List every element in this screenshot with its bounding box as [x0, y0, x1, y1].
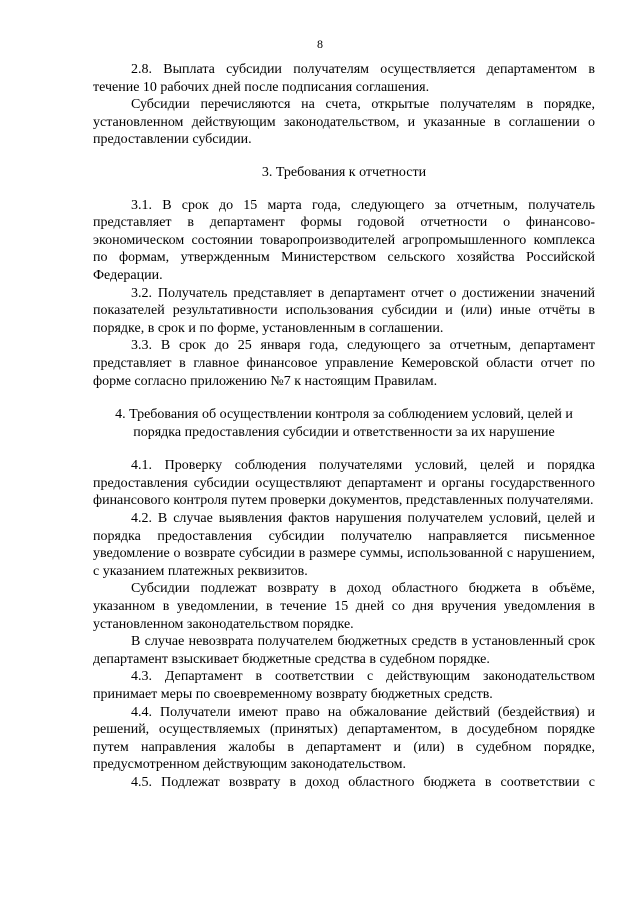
paragraph-4-4: 4.4. Получатели имеют право на обжалование действий (бездействия) и решений, осуществляемых (принятых) департаментом, в досудебном порядке путем направления жалобы в департамент и (или) в судебном порядке, предусмотренном действующим законодательством. — [93, 704, 595, 773]
paragraph-subsidy-transfer: Субсидии перечисляются на счета, открытые получателям в порядке, установленном действующим законодательством, и указанные в соглашении о предоставлении субсидии. — [93, 97, 595, 148]
section-3-heading: 3. Требования к отчетности — [261, 164, 427, 180]
paragraph-3-1: 3.1. В срок до 15 марта года, следующего за отчетным, получатель представляет в департамент формы годовой отчетности о финансово-экономическом состоянии товаропроизводителей агропромышленного комплекса по формам, утвержденным Министерством сельского хозяйства Российской Федерации. — [93, 197, 595, 283]
paragraph-3-2: 3.2. Получатель представляет в департамент отчет о достижении значений показателей результативности использования субсидии и (или) иные отчёты в порядке, в срок и по форме, установленным в соглашении. — [93, 285, 595, 336]
paragraph-2-8: 2.8. Выплата субсидии получателям осуществляется департаментом в течение 10 рабочих дней после подписания соглашения. — [93, 62, 595, 95]
paragraph-4-2: 4.2. В случае выявления фактов нарушения получателем условий, целей и порядка предоставления субсидии получателю направляется письменное уведомление о возврате субсидии в размере суммы, использованной с нарушением, с указанием платежных реквизитов. — [93, 511, 595, 579]
paragraph-subsidy-return: Субсидии подлежат возврату в доход областного бюджета в объёме, указанном в уведомлении, в течение 15 дней со дня вручения уведомления в установленном законодательством порядке. — [93, 581, 595, 632]
paragraph-4-1: 4.1. Проверку соблюдения получателями условий, целей и порядка предоставления субсидии осуществляют департамент и органы государственного финансового контроля путем проверки документов, представленных получателями. — [93, 458, 595, 509]
document-body — [93, 61, 595, 792]
section-4-heading-line-2: порядка предоставления субсидии и ответственности за их нарушение — [133, 424, 555, 440]
paragraph-3-3: 3.3. В срок до 25 января года, следующего за отчетным, департамент представляет в главное финансовое управление Кемеровской области отчет по форме согласно приложению №7 к настоящим Правилам. — [93, 338, 595, 389]
paragraph-4-5: 4.5. Подлежат возврату в доход областного бюджета в соответствии с — [131, 774, 595, 790]
paragraph-non-return: В случае невозврата получателем бюджетных средств в установленный срок департамент взыскивает бюджетные средства в судебном порядке. — [93, 634, 595, 667]
paragraph-4-3: 4.3. Департамент в соответствии с действующим законодательством принимает меры по своевременному возврату бюджетных средств. — [93, 669, 595, 702]
section-4-heading — [85, 406, 603, 441]
page-number: 8 — [317, 37, 323, 51]
section-4-heading-line-1: 4. Требования об осуществлении контроля за соблюдением условий, целей и — [115, 407, 573, 423]
